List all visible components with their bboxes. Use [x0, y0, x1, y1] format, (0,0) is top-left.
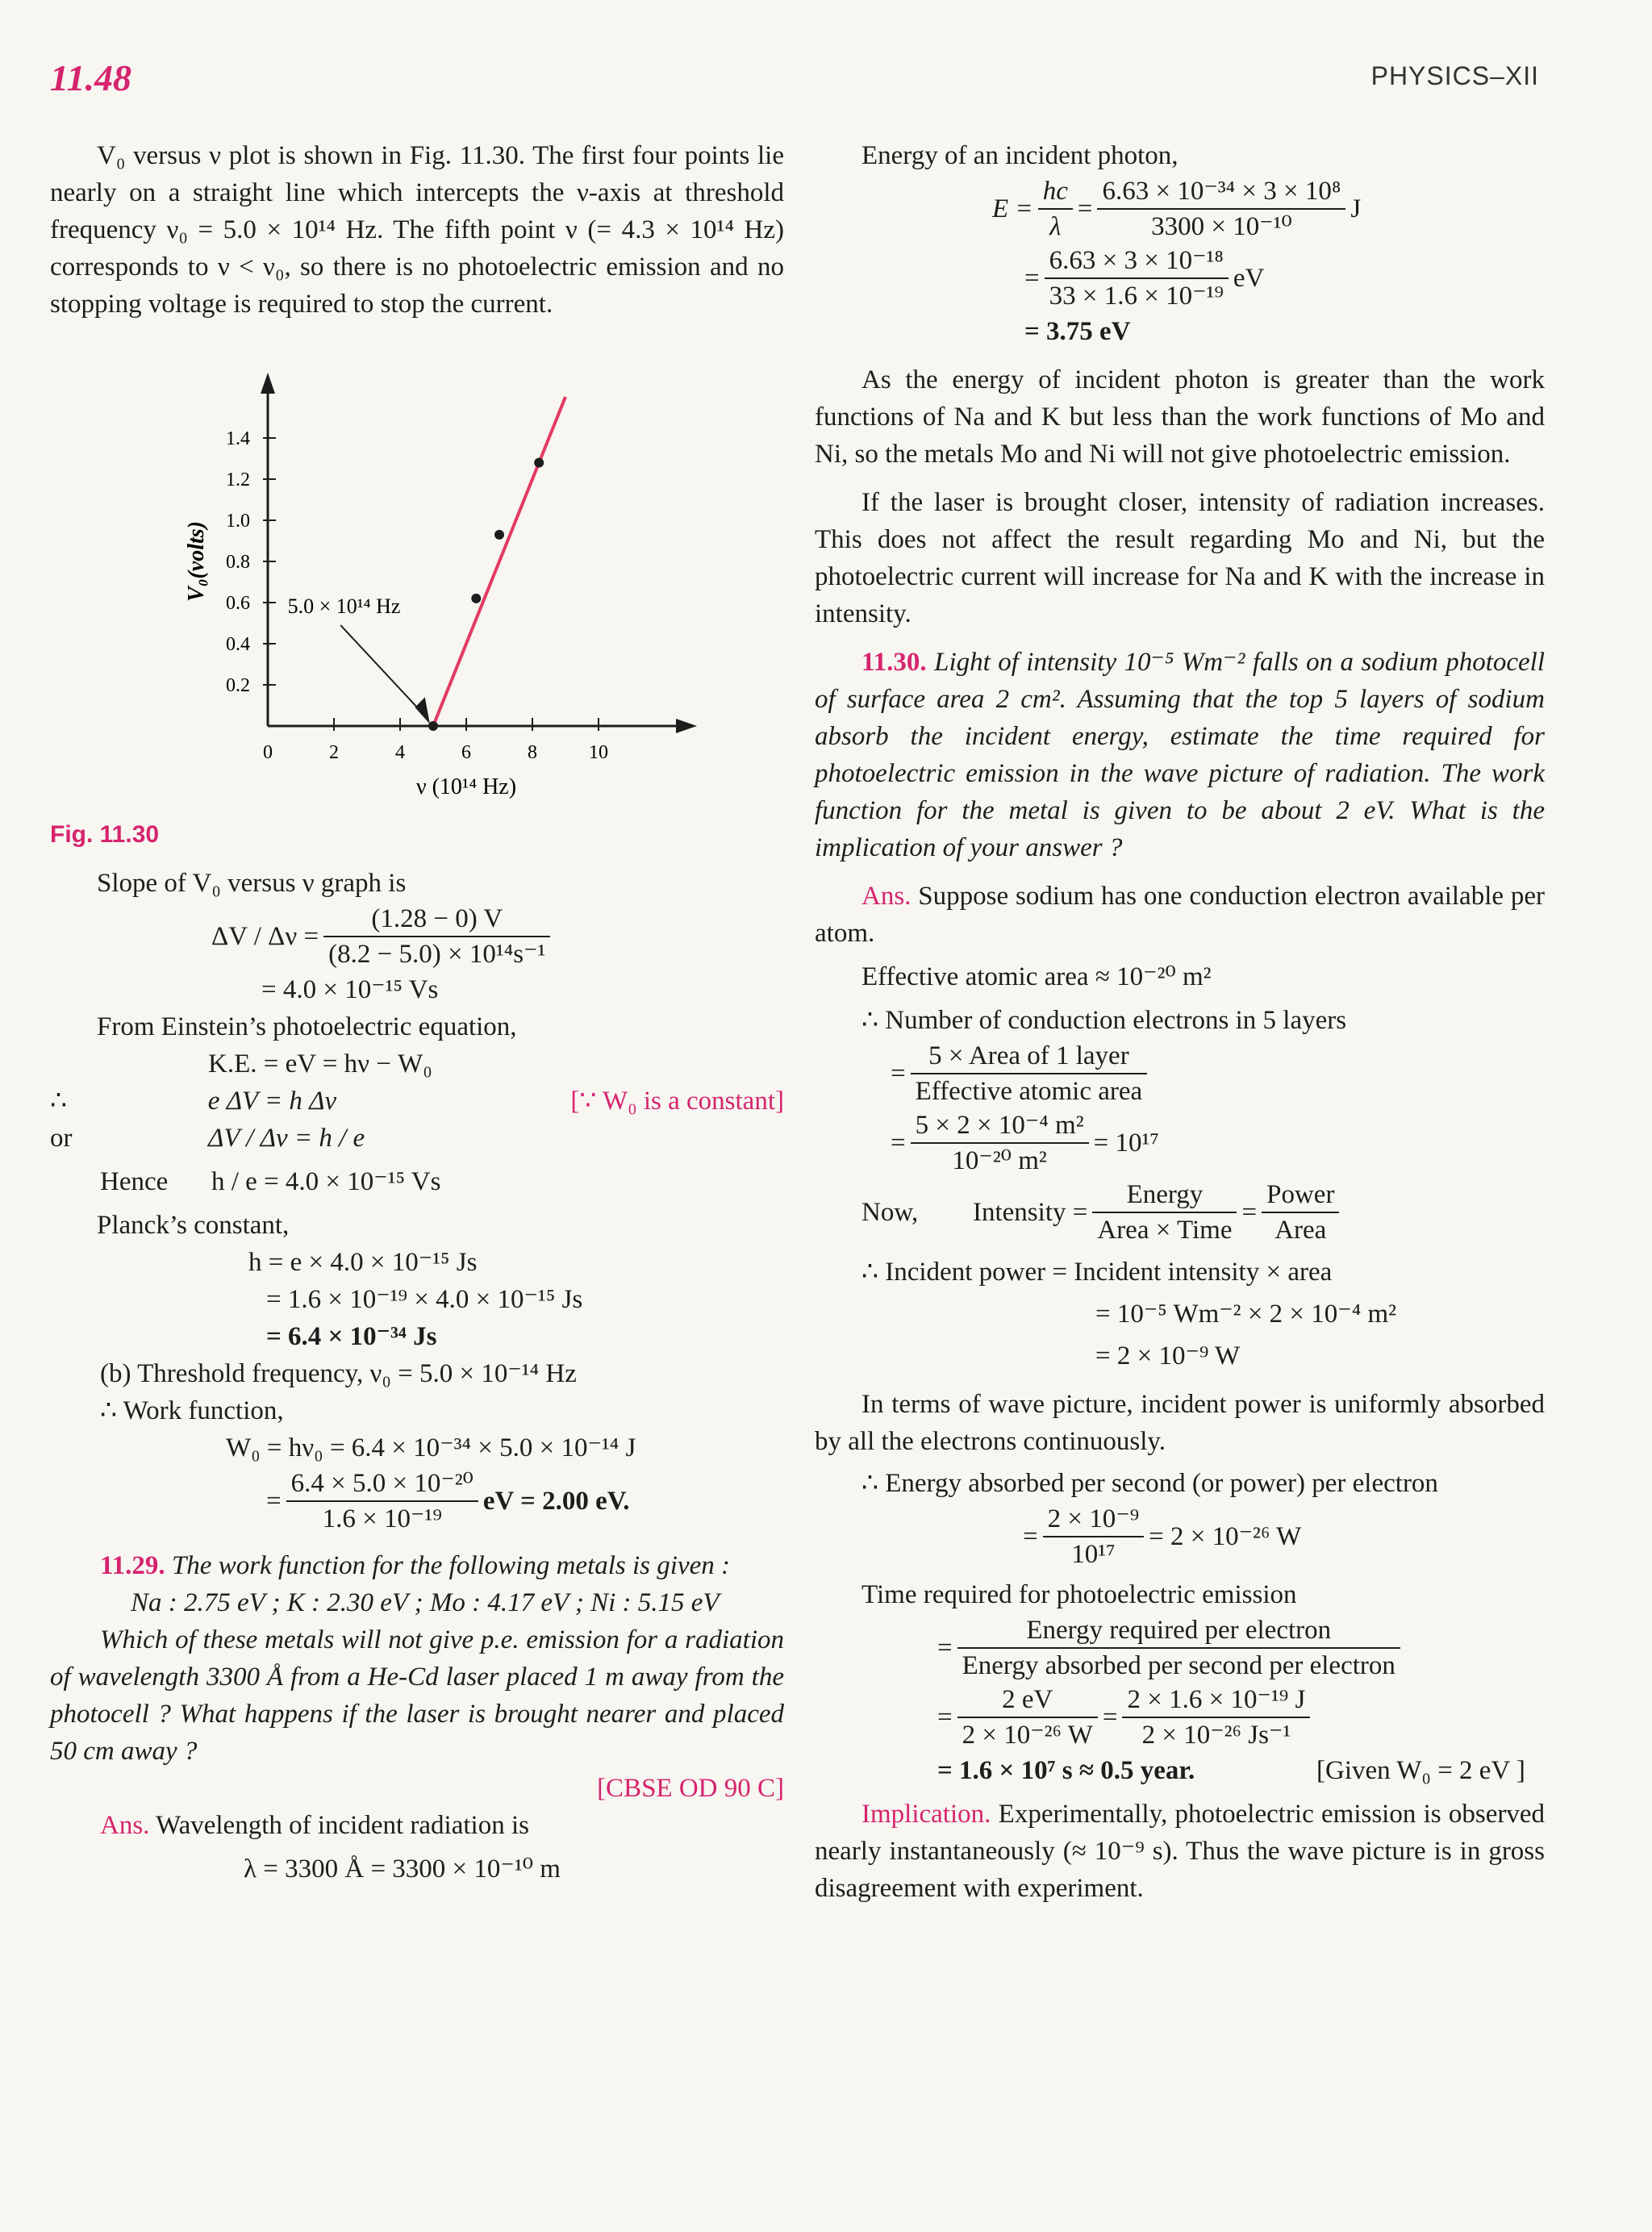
energy-equation-2: = $\frac{\text{6.63 × 3 × 10⁻¹⁸}}{\text{33 × 1.6 × 10⁻¹⁹}}$ eV	[1024, 244, 1545, 313]
energy-ev-fraction	[1045, 244, 1229, 313]
count-denominator: 10⁻²⁰ m²	[952, 1146, 1047, 1175]
wf-numerator: 6.4 × 5.0 × 10⁻²⁰	[286, 1466, 478, 1502]
work-function-intro: ∴ Work function,	[100, 1396, 284, 1425]
answer-11-30	[815, 878, 1545, 952]
data-point	[534, 458, 544, 468]
y-tick-label: 0.4	[226, 634, 250, 655]
energy-fraction	[1097, 174, 1345, 244]
question-number-30: 11.30.	[861, 648, 927, 677]
time-value-den-1: 2 × 10⁻²⁶ W	[962, 1721, 1093, 1750]
answer-30-text: Suppose sodium has one conduction electron available per atom.	[815, 882, 1546, 948]
y-tick-label: 0.8	[226, 552, 250, 573]
data-point	[471, 594, 481, 603]
time-value-den-2: 2 × 10⁻²⁶ Js⁻¹	[1141, 1721, 1291, 1750]
ratio-equation: ΔV / Δν = h / e	[208, 1124, 365, 1153]
data-point	[428, 721, 438, 731]
annotation-pointer	[340, 625, 425, 715]
layer-denominator: Effective atomic area	[915, 1077, 1143, 1106]
hc-fraction	[1038, 174, 1073, 244]
y-tick-label: 1.0	[226, 511, 250, 532]
running-title: PHYSICS–XII	[1370, 61, 1539, 90]
intensity-den-1: Area × Time	[1097, 1216, 1233, 1245]
work-function-line-1: W₀ = hν₀ = 6.4 × 10⁻³⁴ × 5.0 × 10⁻¹⁴ J	[226, 1433, 636, 1462]
delta-equation: e ΔV = h Δν	[207, 1087, 337, 1116]
time-value-num-1: 2 eV	[957, 1683, 1098, 1718]
time-value-fraction-2	[1122, 1683, 1310, 1752]
energy-equation-1: E = $\frac{hc}{\lambda}$ = $\frac{\text{6.63 × 10⁻³⁴ × 3 × 10⁸}}{\text{3300 × 10⁻¹⁰}}$ J	[992, 174, 1545, 244]
absorbed-result: = 2 × 10⁻²⁶ W	[1149, 1522, 1302, 1551]
energy-lhs: E =	[992, 194, 1033, 223]
electrons-in-layers: ∴ Number of conduction electrons in 5 layers	[861, 1006, 1347, 1035]
planck-line-2: = 1.6 × 10⁻¹⁹ × 4.0 × 10⁻¹⁵ Js	[266, 1285, 583, 1314]
question-11-30	[815, 644, 1545, 866]
implication-text: Experimentally, photoelectric emission is observed nearly instantaneously (≈ 10⁻⁹ s). Thus the wave picture is in gross disagreement with experiment.	[815, 1800, 1546, 1903]
time-intro: Time required for photoelectric emission	[861, 1580, 1297, 1609]
y-tick-label: 1.2	[226, 469, 250, 490]
energy-ev-numerator: 6.63 × 3 × 10⁻¹⁸	[1045, 244, 1229, 279]
answer-text: Wavelength of incident radiation is	[156, 1811, 529, 1840]
question-11-29	[50, 1547, 784, 1584]
y-tick-label: 0.6	[226, 593, 250, 614]
y-tick-label: 1.4	[226, 428, 250, 449]
intensity-fraction-2	[1262, 1178, 1339, 1247]
slope-numerator: (1.28 − 0) V	[323, 902, 550, 937]
x-axis-title: ν (10¹⁴ Hz)	[415, 774, 517, 799]
constant-note: [∵ W₀ is a constant]	[570, 1087, 784, 1116]
x-axis-arrow	[676, 719, 697, 733]
intensity-den-2: Area	[1274, 1216, 1327, 1245]
delta-row	[50, 1083, 784, 1120]
energy-ev-denominator: 33 × 1.6 × 10⁻¹⁹	[1049, 282, 1224, 311]
wf-denominator: 1.6 × 10⁻¹⁹	[322, 1504, 442, 1533]
layer-fraction	[911, 1039, 1148, 1108]
implication-paragraph	[815, 1796, 1545, 1907]
absorbed-fraction	[1043, 1502, 1145, 1571]
wavelength-equation: λ = 3300 Å = 3300 × 10⁻¹⁰ m	[244, 1854, 561, 1884]
intensity-label: Intensity =	[973, 1198, 1088, 1227]
figure-label: Fig. 11.30	[50, 821, 160, 848]
absorbed-row: = $\frac{\text{2 × 10⁻⁹}}{\text{10¹⁷}}$ = 2 × 10⁻²⁶ W	[1023, 1502, 1545, 1571]
y-axis-arrow	[261, 373, 275, 394]
slope-fraction	[323, 902, 550, 971]
v0-vs-frequency-chart	[147, 355, 711, 807]
energy-intro: Energy of an incident photon,	[861, 141, 1179, 170]
hence-row	[50, 1163, 784, 1200]
intensity-num-1: Energy	[1092, 1178, 1237, 1213]
intensity-fraction-1	[1092, 1178, 1237, 1247]
hence-label: Hence	[100, 1167, 169, 1196]
hc-denominator: λ	[1049, 212, 1062, 241]
einstein-intro: From Einstein’s photoelectric equation,	[97, 1012, 517, 1041]
x-tick-label: 8	[528, 742, 537, 763]
given-note: [Given W₀ = 2 eV ]	[1316, 1756, 1525, 1785]
y-axis-title: V₀(volts)	[184, 521, 209, 602]
energy-ev-unit: eV	[1233, 264, 1265, 293]
paragraph-mo-ni: As the energy of incident photon is greater than the work functions of Na and K but less than the work functions of Mo and Ni, so the metals Mo and Ni will not give photoelectric emission.	[815, 365, 1545, 469]
annotation-arrowhead	[415, 697, 429, 724]
slope-equation	[211, 902, 784, 971]
layer-numerator: 5 × Area of 1 layer	[911, 1039, 1148, 1074]
power-line-3: = 2 × 10⁻⁹ W	[1095, 1341, 1241, 1370]
answer-label: Ans.	[100, 1811, 150, 1840]
threshold-annotation: 5.0 × 10¹⁴ Hz	[287, 594, 401, 618]
time-fraction	[957, 1613, 1400, 1683]
energy-result: = 3.75 eV	[1024, 317, 1131, 346]
intro-paragraph: V₀ versus ν plot is shown in Fig. 11.30. The first four points lie nearly on a straight line which intercepts the ν-axis at threshold frequency ν₀ = 5.0 × 10¹⁴ Hz. The fifth point ν (= 4.3 × 10¹⁴ Hz) corresponds to ν < ν₀, so there is no photoelectric emission and no stopping voltage is required to stop the current.	[50, 141, 784, 319]
answer-label-30: Ans.	[861, 882, 912, 911]
planck-line-1: h = e × 4.0 × 10⁻¹⁵ Js	[248, 1248, 478, 1277]
slope-lhs: ΔV / Δν =	[211, 922, 319, 951]
x-tick-label: 0	[263, 742, 273, 763]
answer-11-29	[50, 1807, 784, 1844]
work-function-line-2: = $\frac{\text{6.4 × 5.0 × 10⁻²⁰}}{\text{1.6 × 10⁻¹⁹}}$ eV = 2.00 eV.	[266, 1466, 784, 1536]
figure-11-30	[147, 355, 711, 807]
y-tick-label: 0.2	[226, 675, 250, 696]
threshold-frequency: (b) Threshold frequency, ν₀ = 5.0 × 10⁻¹⁴ Hz	[100, 1359, 577, 1388]
time-value-fraction-1	[957, 1683, 1098, 1752]
or-label: or	[50, 1124, 73, 1153]
page-number: 11.48	[50, 57, 131, 98]
therefore-sign: ∴	[50, 1087, 67, 1116]
absorbed-numerator: 2 × 10⁻⁹	[1043, 1502, 1145, 1537]
absorbed-denominator: 10¹⁷	[1071, 1540, 1116, 1569]
electrons-count-row: = $\frac{\text{5 × 2 × 10⁻⁴ m²}}{\text{10⁻²⁰ m²}}$ = 10¹⁷	[891, 1108, 1545, 1178]
intensity-row: Now, Intensity = $\frac{\text{Energy}}{\text{Area × Time}}$ = $\frac{\text{Power}}{\text{Area}}$	[861, 1178, 1545, 1247]
paragraph-laser: If the laser is brought closer, intensity of radiation increases. This does not affect the result regarding Mo and Ni, but the photoelectric current will increase for Na and K with the increase in intensity.	[815, 488, 1545, 628]
question-number: 11.29.	[100, 1551, 165, 1580]
x-tick-label: 4	[395, 742, 405, 763]
energy-unit: J	[1350, 194, 1362, 223]
time-denominator: Energy absorbed per second per electron	[962, 1651, 1395, 1680]
time-values-row: = $\frac{2 eV}{\text{2 × 10⁻²⁶ W}}$ = $\frac{\text{2 × 1.6 × 10⁻¹⁹ J}}{\text{2 × 10⁻²⁶ Js⁻¹}}$	[937, 1683, 1545, 1752]
energy-denominator: 3300 × 10⁻¹⁰	[1151, 212, 1292, 241]
planck-intro: Planck’s constant,	[97, 1211, 290, 1240]
h-over-e-equation: h / e = 4.0 × 10⁻¹⁵ Vs	[211, 1167, 441, 1196]
question-30-text: Light of intensity 10⁻⁵ Wm⁻² falls on a sodium photocell of surface area 2 cm². Assuming that the top 5 layers of sodium absorb the incident energy, estimate the time required for photoelectric emission in the wave picture of radiation. The work function for the metal is given to be about 2 eV. What is the implication of your answer ?	[815, 648, 1546, 862]
time-fraction-row: = $\frac{\text{Energy required per electron}}{\text{Energy absorbed per second per electron}}$	[937, 1613, 1545, 1683]
x-tick-label: 2	[329, 742, 339, 763]
planck-line-3: = 6.4 × 10⁻³⁴ Js	[266, 1322, 437, 1351]
time-result: = 1.6 × 10⁷ s ≈ 0.5 year.	[937, 1756, 1195, 1785]
slope-intro: Slope of V₀ versus ν graph is	[97, 869, 407, 898]
question-text: The work function for the following metals is given :	[171, 1551, 730, 1580]
wave-paragraph: In terms of wave picture, incident power is uniformly absorbed by all the electrons continuously.	[815, 1390, 1545, 1456]
work-function-values: Na : 2.75 eV ; K : 2.30 eV ; Mo : 4.17 eV ; Ni : 5.15 eV	[131, 1588, 720, 1617]
slope-denominator: (8.2 − 5.0) × 10¹⁴s⁻¹	[328, 940, 546, 969]
wf-fraction	[286, 1466, 478, 1536]
electrons-fraction-row: = $\frac{\text{5 × Area of 1 layer}}{\text{Effective atomic area}}$	[891, 1039, 1545, 1108]
x-tick-label: 10	[589, 742, 608, 763]
time-result-row	[937, 1752, 1545, 1789]
count-fraction	[911, 1108, 1089, 1178]
hc-numerator: hc	[1038, 174, 1073, 210]
ke-equation: K.E. = eV = hν − W₀	[208, 1049, 432, 1078]
left-column	[50, 137, 784, 1888]
right-column	[815, 137, 1545, 1907]
cbse-reference: [CBSE OD 90 C]	[597, 1774, 784, 1803]
data-point	[494, 530, 504, 540]
power-line-2: = 10⁻⁵ Wm⁻² × 2 × 10⁻⁴ m²	[1095, 1300, 1397, 1329]
now-label: Now,	[861, 1198, 919, 1227]
count-numerator: 5 × 2 × 10⁻⁴ m²	[911, 1108, 1089, 1144]
intensity-num-2: Power	[1262, 1178, 1339, 1213]
power-line-1: ∴ Incident power = Incident intensity × area	[861, 1258, 1333, 1287]
effective-area: Effective atomic area ≈ 10⁻²⁰ m²	[861, 962, 1212, 991]
absorbed-intro: ∴ Energy absorbed per second (or power) per electron	[861, 1469, 1438, 1498]
fit-line	[433, 397, 565, 726]
time-value-num-2: 2 × 1.6 × 10⁻¹⁹ J	[1122, 1683, 1310, 1718]
count-result: = 10¹⁷	[1093, 1129, 1159, 1158]
wf-result: eV = 2.00 eV.	[482, 1487, 630, 1516]
x-tick-label: 6	[461, 742, 471, 763]
energy-numerator: 6.63 × 10⁻³⁴ × 3 × 10⁸	[1097, 174, 1345, 210]
ratio-row	[50, 1120, 784, 1157]
question-text-2: Which of these metals will not give p.e. emission for a radiation of wavelength 3300 Å from a He-Cd laser placed 1 m away from the photocell ? What happens if the laser is brought nearer and placed 50 cm away ?	[50, 1625, 784, 1766]
time-numerator: Energy required per electron	[957, 1613, 1400, 1649]
implication-label: Implication.	[861, 1800, 991, 1829]
slope-result: = 4.0 × 10⁻¹⁵ Vs	[261, 975, 439, 1004]
